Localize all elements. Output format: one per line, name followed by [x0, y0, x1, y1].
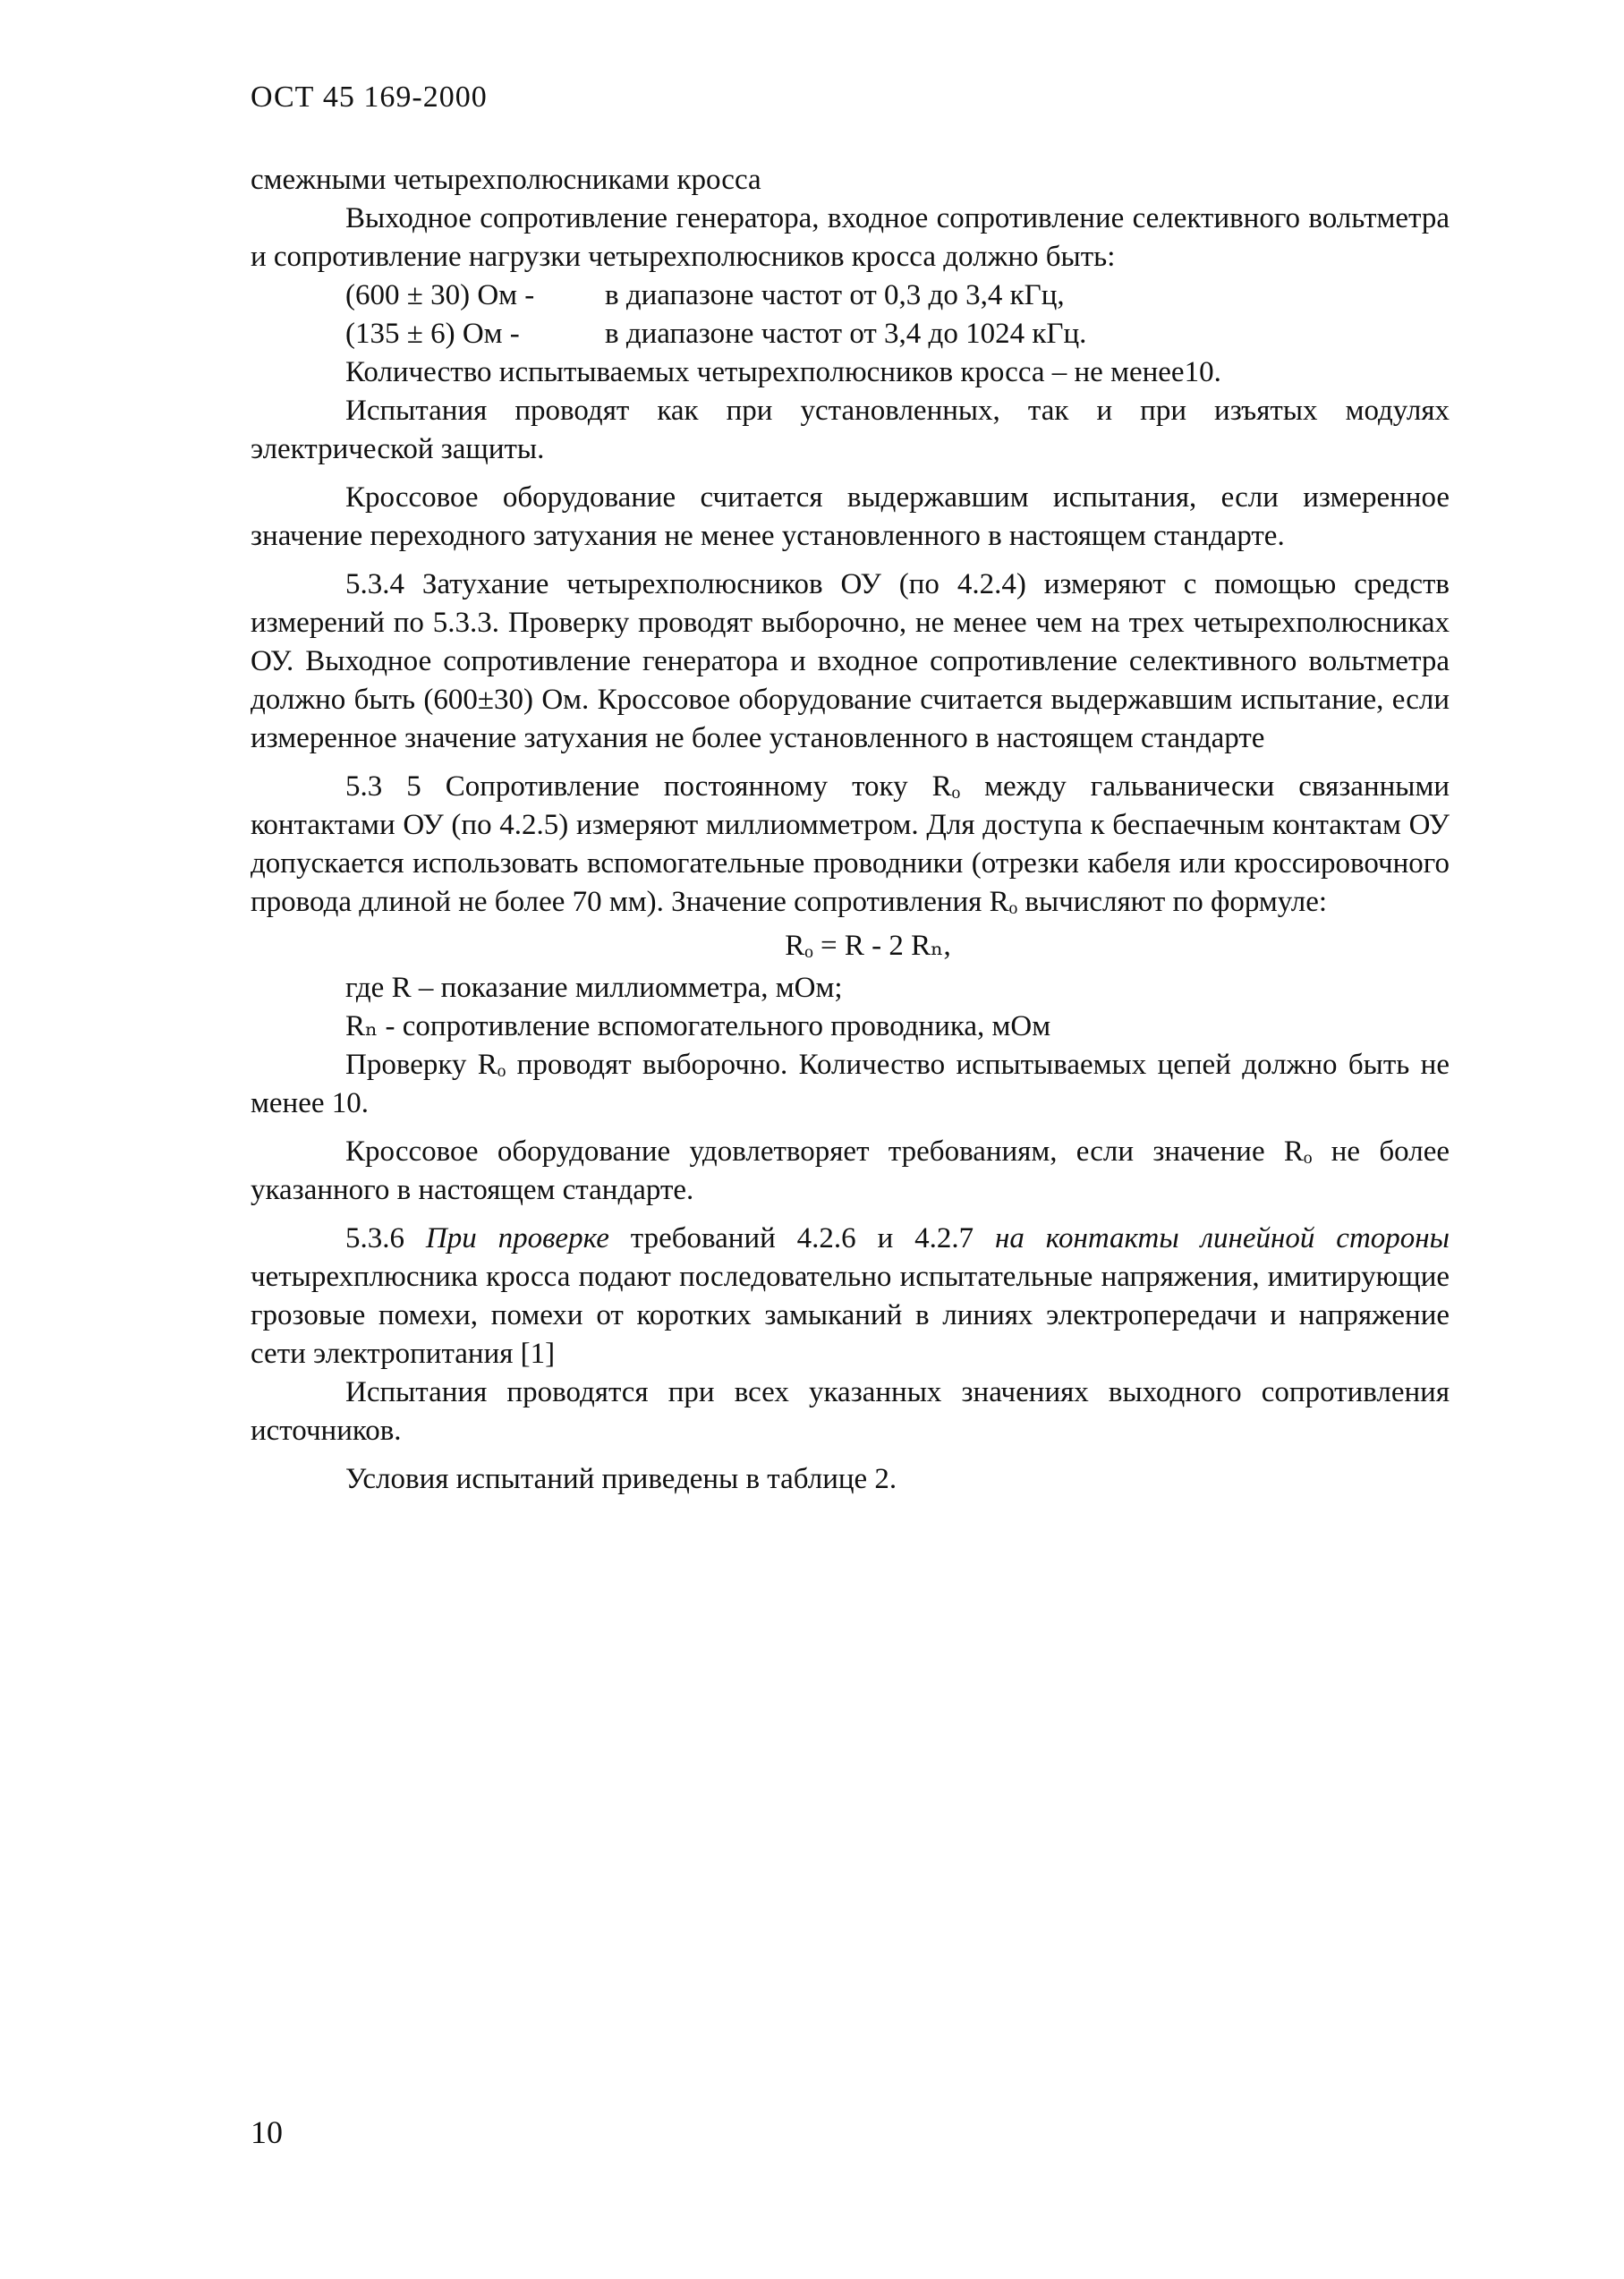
- paragraph-test-modules: Испытания проводят как при установленных, так и при изъятых модулях электрической защиты.: [251, 395, 1450, 465]
- paragraph-5-3-5: 5.3 5 Сопротивление постоянному току Rₒ между гальванически связанными контактами ОУ (по 4.2.5) измеряют миллиомметром. Для доступа к беспаечным контактам ОУ допускается использовать вспомогательные проводники (отрезки кабеля или кроссировочного провода длиной не более 70 мм). Значение сопротивления Rₒ вычисляют по формуле:: [251, 770, 1450, 918]
- paragraph-table-reference: Условия испытаний приведены в таблице 2.: [345, 1463, 897, 1495]
- paragraph-continuation: смежными четырехполюсниками кросса: [251, 164, 761, 196]
- resistance-value-2: (135 ± 6) Ом -: [345, 318, 520, 350]
- paragraph-sampling: Проверку Rₒ проводят выборочно. Количество испытываемых цепей должно быть не менее 10.: [251, 1049, 1450, 1119]
- clause-text: четырехплюсника кросса подают последовательно испытательные напряжения, имитирующие грозовые помехи, помехи от коротких замыканий в линиях электропередачи и напряжение сети электропитания [1]: [251, 1261, 1450, 1370]
- paragraph-5-3-4: 5.3.4 Затухание четырехполюсников ОУ (по 4.2.4) измеряют с помощью средств измерений по 5.3.3. Проверку проводят выборочно, не менее чем на трех четырехполюсниках ОУ. Выходное сопротивление генератора и входное сопротивление селективного вольтметра должно быть (600±30) Ом. Кроссовое оборудование считается выдержавшим испытание, если измеренное значение затухания не более установленного в настоящем стандарте: [251, 568, 1450, 754]
- frequency-range-2: в диапазоне частот от 3,4 до 1024 кГц.: [605, 318, 1087, 350]
- paragraph-pass-criteria: Кроссовое оборудование считается выдержавшим испытания, если измеренное значение переходного затухания не менее установленного в настоящем стандарте.: [251, 481, 1450, 552]
- italic-phrase-1: При проверке: [425, 1222, 609, 1254]
- italic-phrase-2: на контакты линейной стороны: [995, 1222, 1450, 1254]
- paragraph-requirements-met: Кроссовое оборудование удовлетворяет требованиям, если значение Rₒ не более указанного в настоящем стандарте.: [251, 1135, 1450, 1206]
- resistance-formula: Rₒ = R - 2 Rₙ,: [785, 930, 951, 962]
- page-number: 10: [251, 2114, 283, 2150]
- document-body: [251, 161, 1450, 1499]
- requirements-ref: требований 4.2.6 и 4.2.7: [630, 1222, 974, 1254]
- resistance-row-1: [251, 276, 1450, 315]
- paragraph-all-values: Испытания проводятся при всех указанных значениях выходного сопротивления источников.: [251, 1376, 1450, 1447]
- resistance-row-2: [251, 315, 1450, 353]
- document-code: ОСТ 45 169-2000: [251, 81, 488, 114]
- frequency-range-1: в диапазоне частот от 0,3 до 3,4 кГц,: [605, 279, 1065, 311]
- formula-legend-rn: Rₙ - сопротивление вспомогательного проводника, мОм: [345, 1010, 1051, 1042]
- formula-legend-r: где R – показание миллиомметра, мОм;: [345, 972, 843, 1004]
- paragraph-5-3-6: [251, 1220, 1450, 1373]
- clause-number: 5.3.6: [345, 1222, 404, 1254]
- paragraph-quantity: Количество испытываемых четырехполюсников кросса – не менее10.: [345, 356, 1221, 388]
- paragraph-resistance-requirements: Выходное сопротивление генератора, входное сопротивление селективного вольтметра и сопротивление нагрузки четырехполюсников кросса должно быть:: [251, 202, 1450, 273]
- resistance-value-1: (600 ± 30) Ом -: [345, 279, 535, 311]
